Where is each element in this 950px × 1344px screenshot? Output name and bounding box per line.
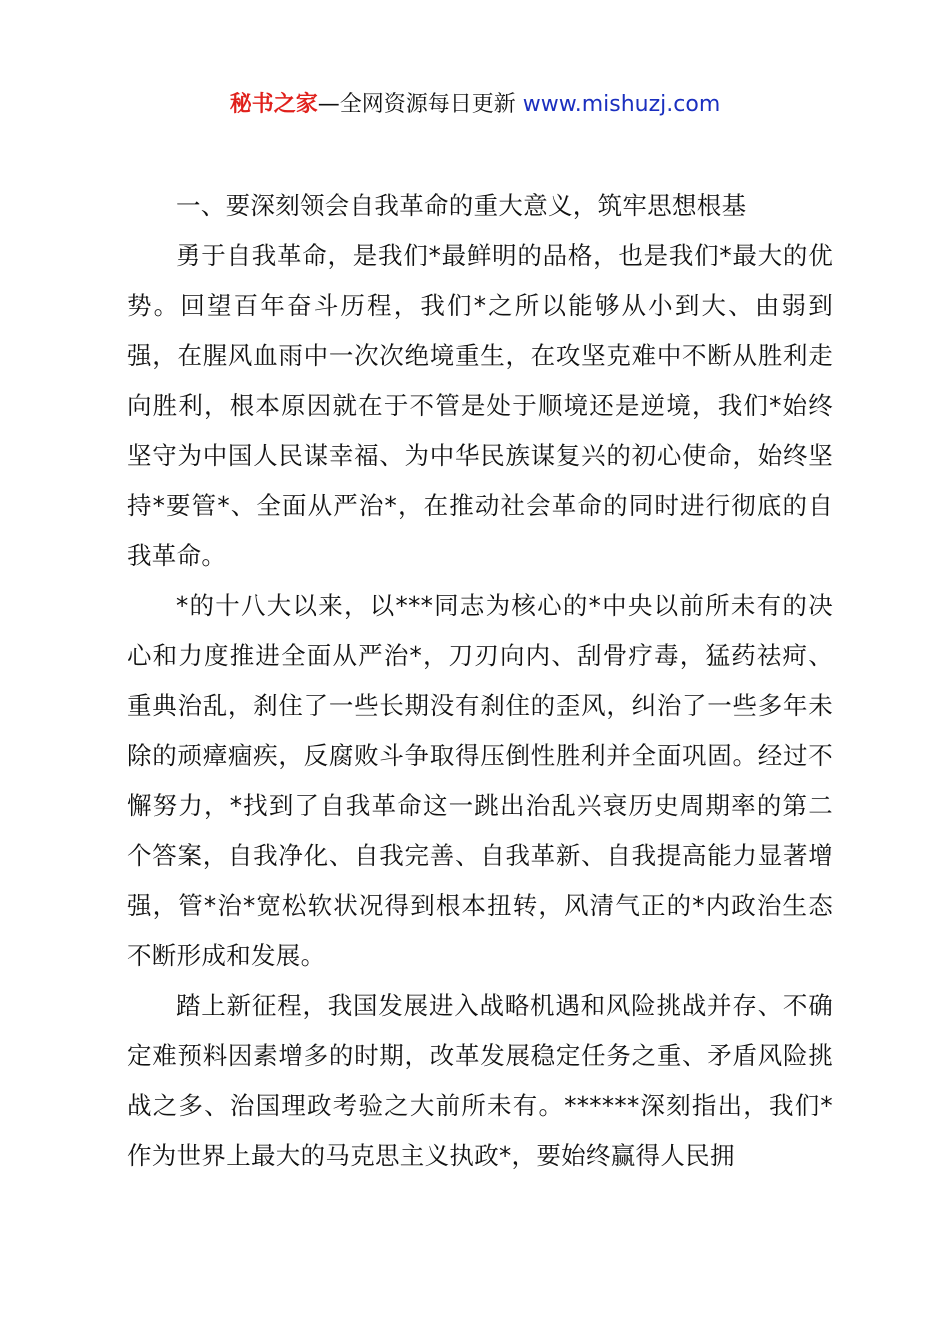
- body-paragraph-1: 勇于自我革命，是我们*最鲜明的品格，也是我们*最大的优势。回望百年奋斗历程，我们*之所以能够从小到大、由弱到强，在腥风血雨中一次次绝境重生，在攻坚克难中不断从胜利走向胜利，根本原因就在于不管是处于顺境还是逆境，我们*始终坚守为中国人民谋幸福、为中华民族谋复兴的初心使命，始终坚持*要管*、全面从严治*，在推动社会革命的同时进行彻底的自我革命。: [127, 241, 833, 570]
- header-tagline: —全网资源每日更新: [317, 92, 523, 117]
- page-header: [0, 90, 950, 120]
- brand-name: 秘书之家: [229, 92, 318, 117]
- body-paragraph-2: *的十八大以来，以***同志为核心的*中央以前所未有的决心和力度推进全面从严治*，刀刃向内、刮骨疗毒，猛药祛疴、重典治乱，刹住了一些长期没有刹住的歪风，纠治了一些多年未除的顽瘴痼疾，反腐败斗争取得压倒性胜利并全面巩固。经过不懈努力，*找到了自我革命这一跳出治乱兴衰历史周期率的第二个答案，自我净化、自我完善、自我革新、自我提高能力显著增强，管*治*宽松软状况得到根本扭转，风清气正的*内政治生态不断形成和发展。: [127, 591, 833, 970]
- document-body: [127, 181, 833, 1181]
- body-paragraph-3: 踏上新征程，我国发展进入战略机遇和风险挑战并存、不确定难预料因素增多的时期，改革发展稳定任务之重、矛盾风险挑战之多、治国理政考验之大前所未有。******深刻指出，我们*作为世界上最大的马克思主义执政*，要始终赢得人民拥: [127, 991, 833, 1170]
- section-heading: 一、要深刻领会自我革命的重大意义，筑牢思想根基: [176, 191, 747, 220]
- website-link[interactable]: www.mishuzj.com: [522, 92, 721, 117]
